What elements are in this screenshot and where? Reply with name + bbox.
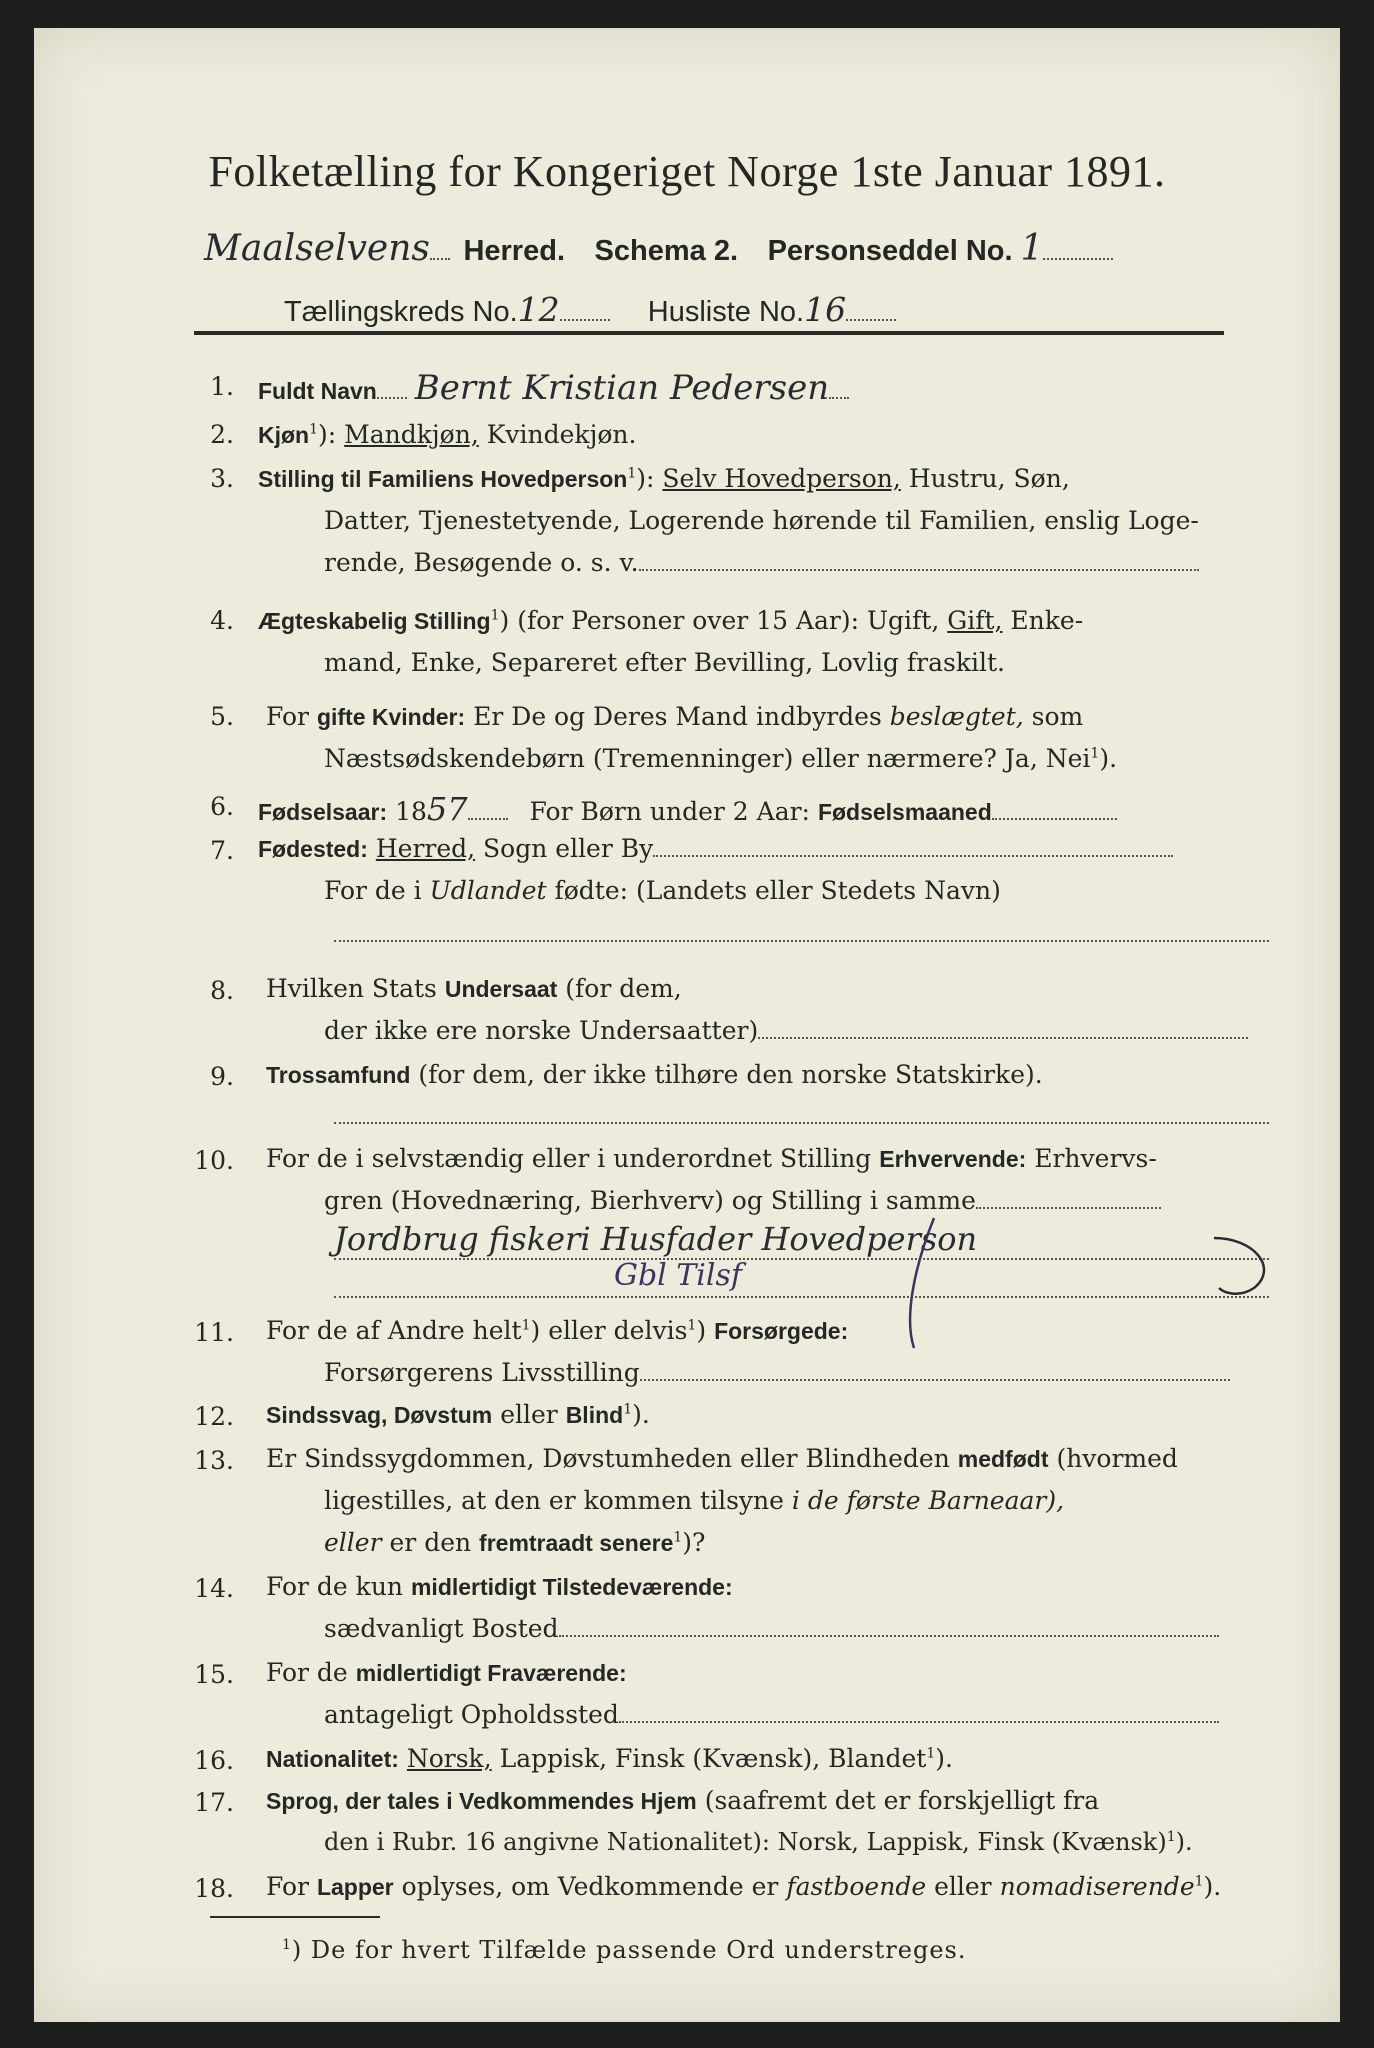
item-1-full-name	[258, 368, 849, 408]
item-number: 3.	[210, 464, 234, 493]
item-5-line-2: Næstsødskendebørn (Tremenninger) eller nærmere? Ja, Nei$^1$).	[324, 744, 1118, 773]
field-label: Fuldt Navn	[258, 378, 377, 404]
header-line-herred	[204, 228, 1113, 269]
herred-label: Herred.	[463, 235, 565, 267]
item-number: 12.	[194, 1402, 234, 1431]
selected-option: Mandkjøn,	[344, 420, 479, 449]
item-number: 13.	[194, 1446, 234, 1475]
item-17-line-2: den i Rubr. 16 angivne Nationalitet): Norsk, Lappisk, Finsk (Kvænsk)$^1$).	[324, 1828, 1193, 1856]
item-7-birthplace: Fødested: Herred, Sogn eller By	[258, 834, 1173, 863]
husliste-number-handwritten: 16	[804, 290, 847, 329]
item-number: 5.	[210, 702, 234, 731]
item-10-line-2: gren (Hovednæring, Bierhverv) og Stilling i samme	[324, 1186, 1161, 1215]
name-handwritten: Bernt Kristian Pedersen	[414, 368, 830, 408]
answer-line	[334, 940, 1269, 942]
item-7-line-2: For de i Udlandet fødte: (Landets eller Stedets Navn)	[324, 876, 1001, 905]
census-form-sheet	[34, 28, 1340, 2022]
item-2-sex: Kjøn$^1$): Mandkjøn, Kvindekjøn.	[258, 420, 637, 449]
item-13-line-2: ligestilles, at den er kommen tilsyne i de første Barneaar),	[324, 1486, 1065, 1515]
municipality-handwritten: Maalselvens	[204, 228, 430, 269]
item-12-disability: Sindssvag, Døvstum eller Blind$^1$).	[266, 1400, 650, 1429]
form-title: Folketælling for Kongeriget Norge 1ste Januar 1891.	[208, 147, 1166, 196]
item-13-congenital: Er Sindssygdommen, Døvstumheden eller Blindheden medfødt (hvormed	[266, 1444, 1178, 1473]
item-number: 6.	[210, 792, 234, 821]
item-number: 7.	[210, 836, 234, 865]
item-10-occupation: For de i selvstændig eller i underordnet Stilling Erhvervende: Erhvervs-	[266, 1144, 1157, 1173]
item-14-line-2: sædvanligt Bosted	[324, 1614, 1219, 1643]
item-17-language: Sprog, der tales i Vedkommendes Hjem (saafremt det er forskjelligt fra	[266, 1786, 1100, 1815]
personseddel-label: Personseddel No.	[767, 235, 1013, 267]
item-4-line-2: mand, Enke, Separeret efter Bevilling, Lovlig fraskilt.	[324, 648, 1005, 677]
footnote-rule	[210, 1916, 380, 1918]
answer-line	[334, 1122, 1269, 1124]
item-8-line-2: der ikke ere norske Undersaatter)	[324, 1016, 1248, 1045]
annotation-handwritten: Gbl Tilsf	[614, 1258, 742, 1293]
item-8-citizenship: Hvilken Stats Undersaat (for dem,	[266, 974, 682, 1003]
occupation-handwritten: Jordbrug fiskeri Husfader Hovedperson	[334, 1220, 978, 1258]
item-11-line-2: Forsørgerens Livsstilling	[324, 1358, 1230, 1387]
item-3-line-2: Datter, Tjenestetyende, Logerende hørende til Familien, enslig Loge-	[324, 506, 1199, 535]
item-number: 14.	[194, 1574, 234, 1603]
item-5-married-women: For gifte Kvinder: Er De og Deres Mand indbyrdes beslægtet, som	[266, 702, 1084, 731]
kreds-number-handwritten: 12	[517, 290, 560, 329]
schema-label: Schema 2.	[594, 235, 739, 267]
handwriting-flourish	[874, 1208, 1294, 1358]
kreds-label: Tællingskreds No.	[284, 296, 518, 328]
item-number: 16.	[194, 1746, 234, 1775]
item-number: 18.	[194, 1874, 234, 1903]
item-number: 10.	[194, 1146, 234, 1175]
item-11-supported: For de af Andre helt$^1$) eller delvis$^1$) Forsørgede:	[266, 1316, 849, 1345]
item-4-marital-status: Ægteskabelig Stilling$^1$) (for Personer over 15 Aar): Ugift, Gift, Enke-	[258, 606, 1084, 635]
item-number: 8.	[210, 976, 234, 1005]
item-number: 11.	[194, 1318, 234, 1347]
item-13-line-3: eller er den fremtraadt senere$^1$)?	[324, 1528, 706, 1557]
item-3-line-3: rende, Besøgende o. s. v.	[324, 548, 1199, 577]
item-15-temporarily-absent: For de midlertidigt Fraværende:	[266, 1658, 627, 1687]
item-number: 17.	[194, 1788, 234, 1817]
birth-year-handwritten: 57	[426, 790, 468, 828]
item-16-nationality: Nationalitet: Norsk, Lappisk, Finsk (Kvænsk), Blandet$^1$).	[266, 1744, 953, 1773]
selected-option: Selv Hovedperson,	[662, 464, 901, 493]
item-number: 4.	[210, 606, 234, 635]
item-6-birth-year: Fødselsaar: 1857 For Børn under 2 Aar: Fødselsmaaned	[258, 790, 1117, 828]
item-14-temporarily-present: For de kun midlertidigt Tilstedeværende:	[266, 1572, 733, 1601]
selected-option: Gift,	[947, 606, 1003, 635]
selected-option: Norsk,	[406, 1744, 492, 1773]
header-line-kreds	[284, 290, 896, 329]
item-number: 2.	[210, 420, 234, 449]
header-rule	[194, 331, 1224, 335]
selected-option: Herred,	[375, 834, 476, 863]
item-number: 15.	[194, 1660, 234, 1689]
item-3-family-position: Stilling til Familiens Hovedperson$^1$): Selv Hovedperson, Hustru, Søn,	[258, 464, 1070, 493]
husliste-label: Husliste No.	[647, 296, 805, 328]
item-18-lapps: For Lapper oplyses, om Vedkommende er fastboende eller nomadiserende$^1$).	[266, 1872, 1222, 1901]
item-9-religion: Trossamfund (for dem, der ikke tilhøre den norske Statskirke).	[266, 1060, 1043, 1089]
personseddel-number-handwritten: 1	[1020, 228, 1044, 269]
item-number: 1.	[210, 372, 234, 401]
item-number: 9.	[210, 1062, 234, 1091]
item-15-line-2: antageligt Opholdssted	[324, 1700, 1219, 1729]
footnote: $^1$) De for hvert Tilfælde passende Ord understreges.	[282, 1936, 967, 1964]
